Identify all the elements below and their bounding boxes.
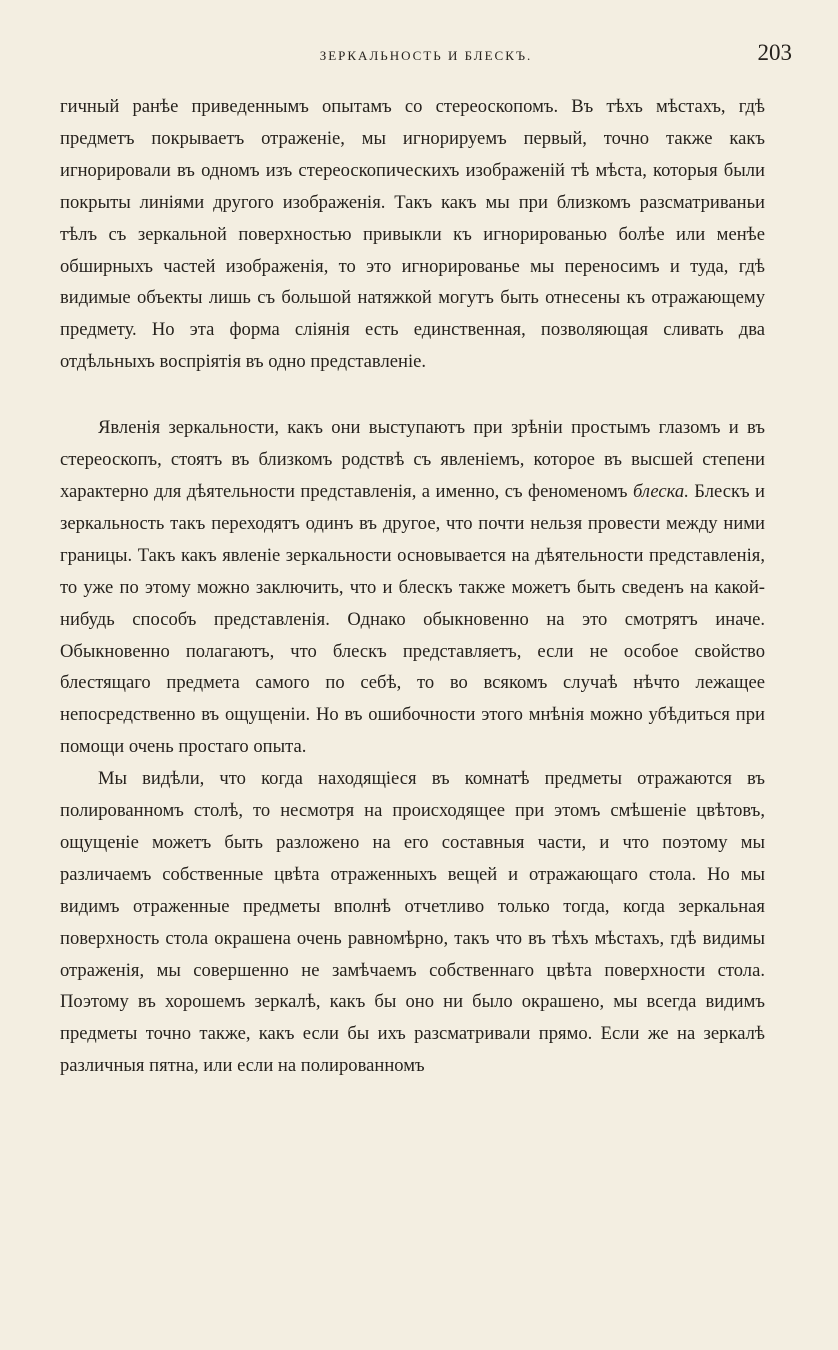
running-head [60, 40, 792, 74]
running-title: ЗЕРКАЛЬНОСТЬ И БЛЕСКЪ. [319, 48, 533, 63]
page-number: 203 [757, 40, 792, 65]
main-text [60, 91, 765, 1082]
paragraph-gloss-text-before: Явленія зеркальности, какъ они выступаютъ при зрѣніи простымъ глазомъ и въ стереоскопъ, стоятъ въ близкомъ родствѣ съ явленіемъ, которое въ высшей степени характерно для дѣятельности представленія, а именно, съ феноменомъ [60, 417, 765, 502]
emphasized-term: блеска. [632, 480, 689, 502]
paragraph-continuation: гичный ранѣе приведеннымъ опытамъ со стереоскопомъ. Въ тѣхъ мѣстахъ, гдѣ предметъ покрываетъ отраженіе, мы игнорируемъ первый, точно также какъ игнорировали въ одномъ изъ стереоскопическихъ изображеній тѣ мѣста, которыя были покрыты линіями другого изображенія. Такъ какъ мы при близкомъ разсматриваньи тѣлъ съ зеркальной поверхностью привыкли къ игнорированью болѣе или менѣе обширныхъ частей изображенія, то это игнорированье мы переносимъ и туда, гдѣ видимые объекты лишь съ большой натяжкой могутъ быть отнесены къ отражающему предмету. Но эта форма сліянія есть единственная, позволяющая сливать два отдѣльныхъ воспріятія въ одно представленіе. [60, 96, 765, 373]
paragraph-gloss-text-after: Блескъ и зеркальность такъ переходятъ одинъ въ другое, что почти нельзя провести между ними границы. Такъ какъ явленіе зеркальности основывается на дѣятельности представленія, то уже по этому можно заключить, что и блескъ также можетъ быть сведенъ на какой-нибудь способъ представленія. Однако обыкновенно на это смотрятъ иначе. Обыкновенно полагаютъ, что блескъ представляетъ, если не особое свойство блестящаго предмета самого по себѣ, то во всякомъ случаѣ нѣчто лежащее непосредственно въ ощущеніи. Но въ ошибочности этого мнѣнія можно убѣдиться при помощи очень простаго опыта. [60, 480, 765, 758]
paragraph-gloss [60, 412, 765, 763]
paragraph-mirror-table: Мы видѣли, что когда находящіеся въ комнатѣ предметы отражаются въ полированномъ столѣ, то несмотря на происходящее при этомъ смѣшеніе цвѣтовъ, ощущеніе можетъ быть разложено на его составныя части, и что поэтому мы различаемъ собственные цвѣта отраженныхъ вещей и отражающаго стола. Но мы видимъ отраженные предметы вполнѣ отчетливо только тогда, когда зеркальная поверхность стола окрашена очень равномѣрно, такъ что въ тѣхъ мѣстахъ, гдѣ видимы отраженія, мы совершенно не замѣчаемъ собственнаго цвѣта поверхности стола. Поэтому въ хорошемъ зеркалѣ, какъ бы оно ни было окрашено, мы всегда видимъ предметы точно также, какъ если бы ихъ разсматривали прямо. Если же на зеркалѣ различныя пятна, или если на полированномъ [60, 768, 765, 1077]
paragraph-gap [60, 378, 765, 412]
